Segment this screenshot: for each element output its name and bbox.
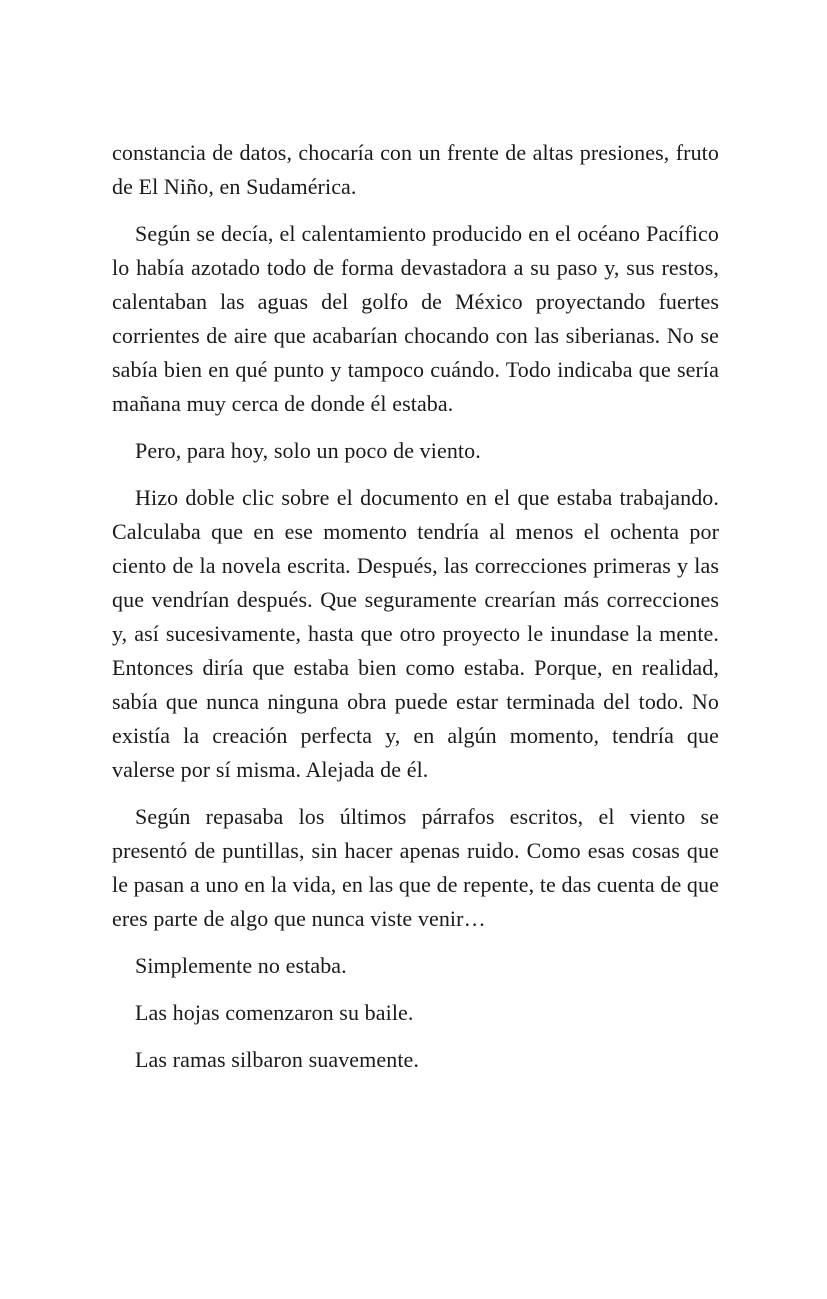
paragraph: Hizo doble clic sobre el documento en el que estaba trabajando. Calculaba que en ese momento tendría al menos el ochenta por ciento de la novela escrita. Después, las correcciones primeras y las que vendrían después. Que seguramente crearían más correcciones y, así sucesivamente, hasta que otro proyecto le inundase la mente. Entonces diría que estaba bien como estaba. Porque, en realidad, sabía que nunca ninguna obra puede estar terminada del todo. No existía la creación perfecta y, en algún momento, tendría que valerse por sí misma. Alejada de él. (112, 485, 719, 782)
paragraph: Las hojas comenzaron su baile. (135, 1000, 414, 1025)
paragraph: Pero, para hoy, solo un poco de viento. (135, 438, 481, 463)
page-text (112, 136, 719, 1090)
paragraph: Según se decía, el calentamiento producido en el océano Pacífico lo había azotado todo de forma devastadora a su paso y, sus restos, calentaban las aguas del golfo de México proyectando fuertes corrientes de aire que acabarían chocando con las siberianas. No se sabía bien en qué punto y tampoco cuándo. Todo indicaba que sería mañana muy cerca de donde él estaba. (112, 221, 719, 416)
paragraph: Simplemente no estaba. (135, 953, 347, 978)
paragraph: Según repasaba los últimos párrafos escritos, el viento se presentó de puntillas, sin hacer apenas ruido. Como esas cosas que le pasan a uno en la vida, en las que de repente, te das cuenta de que eres parte de algo que nunca viste venir… (112, 804, 719, 931)
paragraph: Las ramas silbaron suavemente. (135, 1047, 420, 1072)
paragraph: constancia de datos, chocaría con un frente de altas presiones, fruto de El Niño, en Sudamérica. (112, 140, 719, 199)
